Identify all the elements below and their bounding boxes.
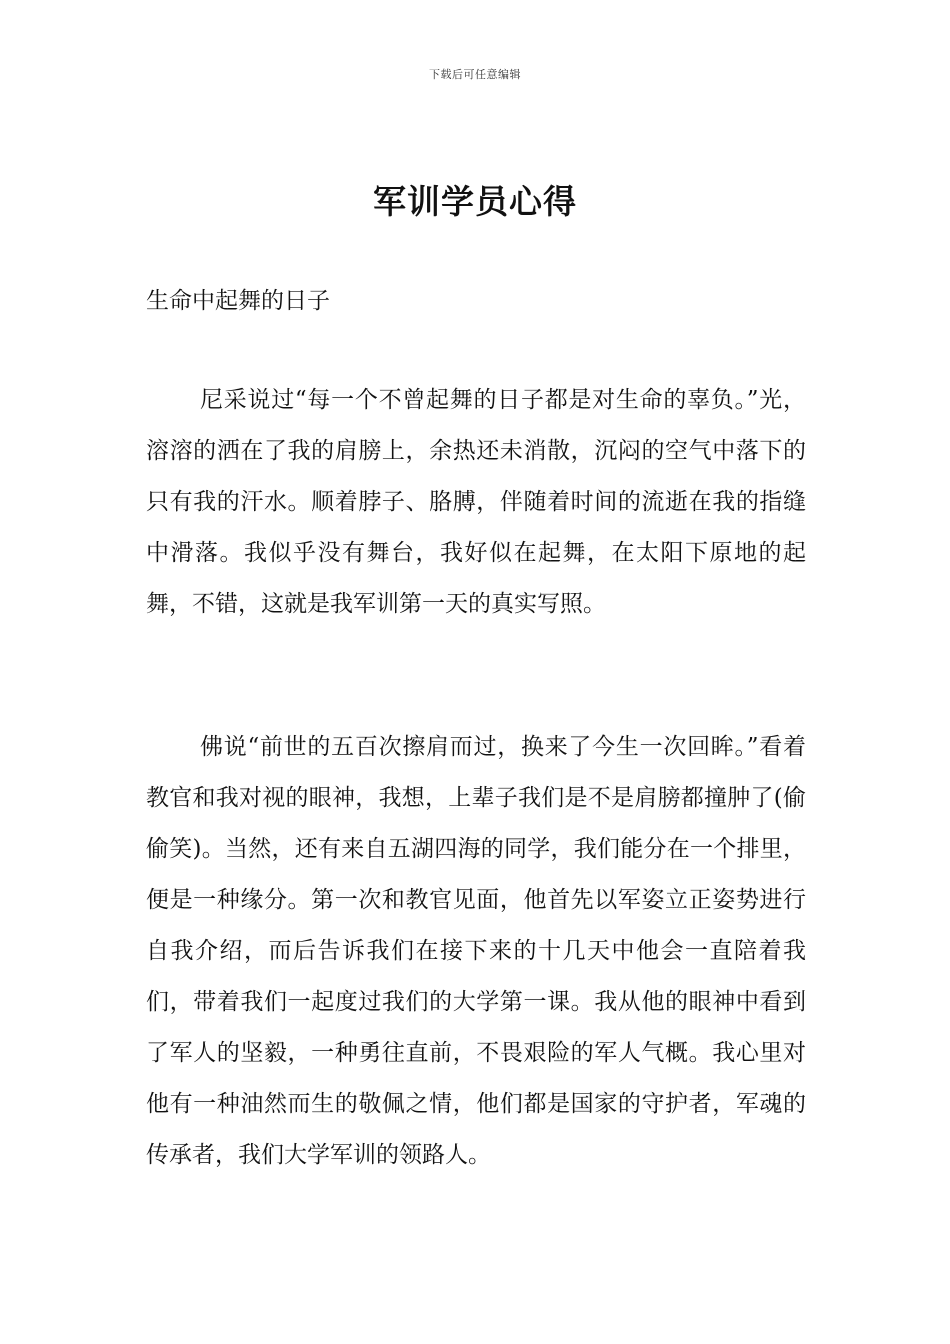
- page-header-note: 下载后可任意编辑: [429, 68, 521, 81]
- document-title: 军训学员心得: [373, 182, 577, 221]
- body-paragraph: 佛说“前世的五百次擦肩而过，换来了今生一次回眸。”看着教官和我对视的眼神，我想，上辈子我们是不是肩膀都撞肿了(偷偷笑)。当然，还有来自五湖四海的同学，我们能分在一个排里，便是一种缘分。第一次和教官见面，他首先以军姿立正姿势进行自我介绍，而后告诉我们在接下来的十几天中他会一直陪着我们，带着我们一起度过我们的大学第一课。我从他的眼神中看到了军人的坚毅，一种勇往直前，不畏艰险的军人气概。我心里对他有一种油然而生的敬佩之情，他们都是国家的守护者，军魂的传承者，我们大学军训的领路人。: [146, 734, 806, 1168]
- body-paragraph: 尼采说过“每一个不曾起舞的日子都是对生命的辜负。”光，溶溶的洒在了我的肩膀上，余热还未消散，沉闷的空气中落下的只有我的汗水。顺着脖子、胳膊，伴随着时间的流逝在我的指缝中滑落。我似乎没有舞台，我好似在起舞，在太阳下原地的起舞，不错，这就是我军训第一天的真实写照。: [146, 387, 806, 617]
- document-subtitle: 生命中起舞的日子: [146, 288, 330, 314]
